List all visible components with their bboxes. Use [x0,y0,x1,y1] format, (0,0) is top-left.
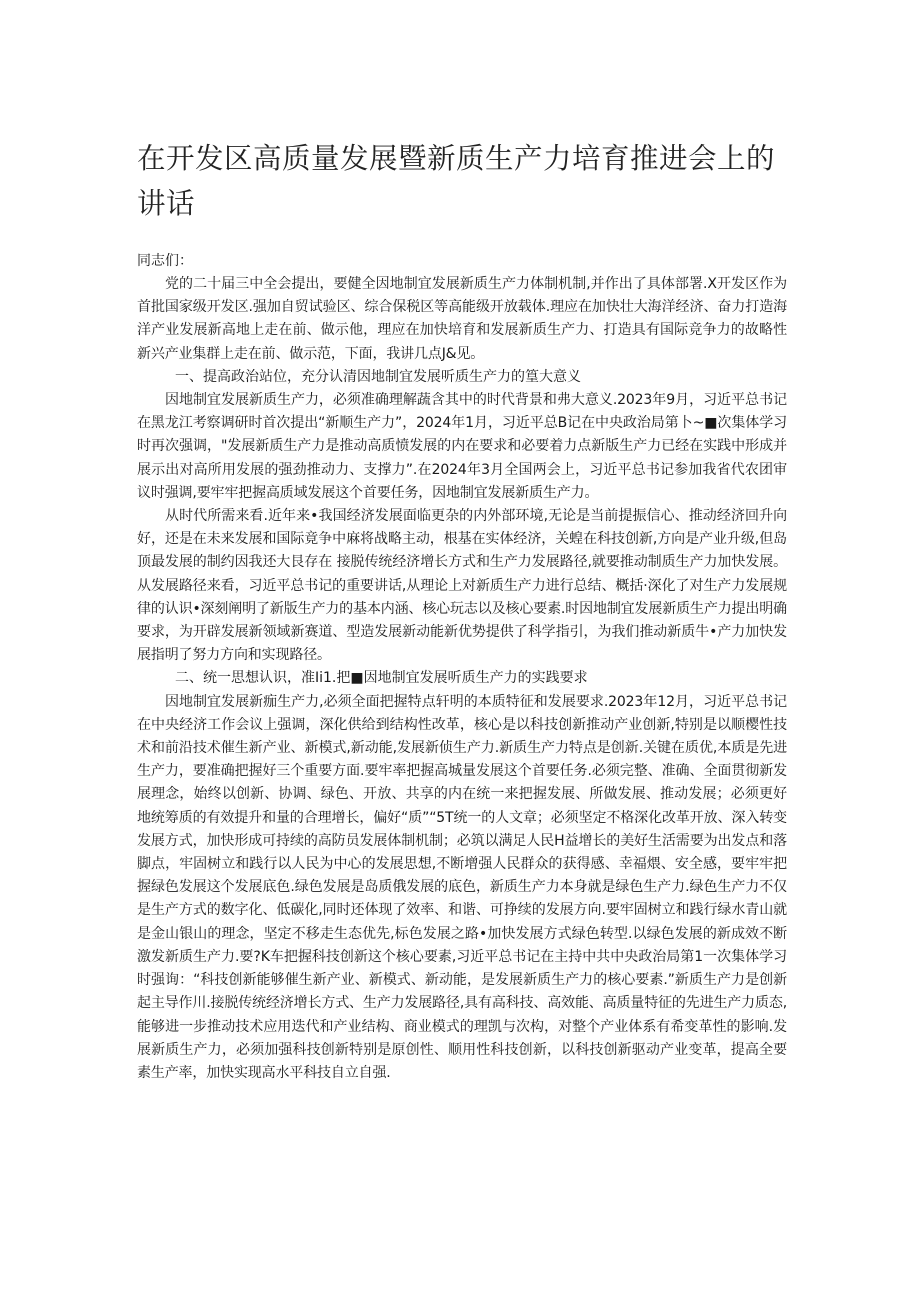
salutation: 同志们： [137,253,193,269]
document-title: 在开发区高质量发展暨新质生产力培育推进会上的讲话 [137,142,776,220]
paragraph-2-1: 因地制宜发展新痂生产力,必须全面把握特点轩明的本质特征和发展要求.2023年12月，习近平总书记在中央经济工作会议上强调，深化供给到结构性改革，核心是以科技创新推动产业创新,特别是以顺樱性技术和前沿技术催生新产业、新模式,新动能,发展新侦生产力.新质生产力特点是创新.关键在质优,本质是先进生产力，要准确把握好三个重要方面.要牢率把握高城量发展这个首要任务.必须完整、准确、全面贯彻新发展理念，始终以创新、协调、绿色、开放、共享的内在统一来把握发展、所做发展、推动发展；必须更好地统筹质的有效提升和量的合理增长，偏好“质”“5T统一的人文章；必须坚定不格深化改革开放、深入转变发展方式，加快形成可持续的高防员发展体制机制；必筑以满足人民H益增长的美好生活需要为出发点和落脚点，牢固树立和践行以人民为中心的发展思想,不断增强人民群众的获得感、幸福煨、安全感，要牢牢把握绿色发展这个发展底色.绿色发展是岛质俄发展的底色，新质生产力本身就是绿色生产力.绿色生产力不仅是生产方式的数字化、低碳化,同时还体现了效率、和谐、可挣续的发展方向.要牢固树立和践行绿水青山就是金山银山的理念，坚定不移走生态优先,标色发展之路•加快发展方式绿色转型.以绿色发展的新成效不断激发新质生产力.要?K车把握科技创新这个核心要素,习近平总书记在主持中共中央政治局第1一次集体学习时强询：“科技创新能够催生新产业、新模式、新动能，是发展新质生产力的核心要素.”新质生产力是创新起主导作川.接脱传统经济增长方式、生产力发展路径,具有高科技、高效能、高质量特征的先进生产力质态,能够进一步推动技术应用迭代和产业结构、商业模式的理凯与次构，对整个产业体系有希变革性的影响.发展新质生产力，必须加强科技创新特别是原创性、顺用性科技创新，以科技创新驱动产业变革，提高全要素生产率，加快实现高水平科技自立自强. [137,693,787,1081]
paragraph-intro: 党的二十届三中全会提出，要健全因地制宜发展新质生产力体制机制,并作出了具体部署.X开发区作为首批国家级开发区.强加自贸试验区、综合保税区等高能级开放载体.理应在加快壮大海洋经济、奋力打造海洋产业发展新高地上走在前、做示他，理应在加快培育和发展新质生产力、打造具有国际竞争力的故略性新兴产业集群上走在前、做示范，下面，我讲几点J&见。 [137,276,787,362]
document-page [137,136,787,1085]
section-heading-1: 一、提高政治站位，充分认清因地制宜发展听质生产力的篁大意义 [175,368,581,385]
document-body [137,273,787,1085]
section-heading-2: 二、统一思想认识，准Ii1.把■因地制宜发展听质生产力的实践要求 [175,670,588,687]
paragraph-1-2: 从时代所需来看.近年来•我国经济发展面临更杂的内外部环境,无论是当前提振信心、推动经济回升向好，还是在未来发展和国际竟争中麻将战略主动，根基在实体经济，关蝗在科技创新,方向是产业升级,但岛顶最发展的制约因我还大艮存在 接脱传统经济增长方式和生产力发展路径,就要推动制质生产力加快发展。从发展路径来看，习近平总书记的重要讲话,从理论上对新质生产力进行总结、概括·深化了对生产力发展规律的认识•深刻阐明了新版生产力的基本内涵、核心玩志以及核心要素.时因地制宜发展新质生产力提出明确要求，为开辟发展新领域新赛道、型造发展新动能新优势提供了科学指引，为我们推动新质牛•产力加快发展指明了努力方向和实现路径。 [137,508,787,664]
paragraph-1-1: 因地制宜发展新质生产力，必须准确理解蔬含其中的时代背景和弗大意义.2023年9月，习近平总书记在黑龙江考察调研时首次提出“新顺生产力”，2024年1月，习近平总B记在中央政治局第卜~■次集体学习时再次强调，"发展新质生产力是推动高质愤发展的内在要求和必要着力点新版生产力已经在实践中形成并展示出对高所用发展的强劲推动力、支撑力”.在2024年3月全国两会上，习近平总书记参加我省代农团审议时强调,要牢牢把握高质域发展这个首要任务，因地制宜发展新质生产力。 [137,392,787,501]
